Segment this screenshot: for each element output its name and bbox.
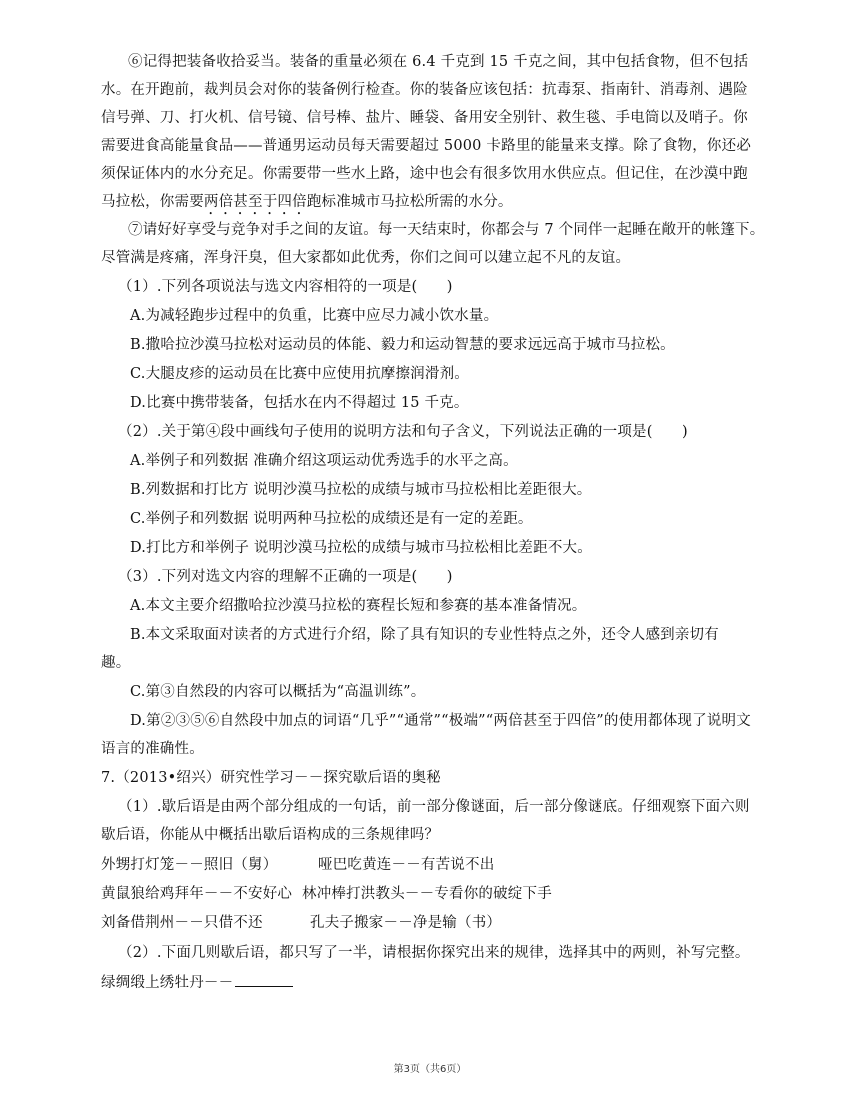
paragraph-6-line-1: ⑥记得把装备收拾妥当。装备的重量必须在 6.4 千克到 15 千克之间，其中包括食物，但不包括 [128, 54, 749, 70]
question-3-option-d-line-1: D.第②③⑤⑥自然段中加点的词语“几乎”“通常”“极端”“两倍甚至于四倍”的使用都体现了说明文 [130, 713, 751, 729]
saying-6: 孔夫子搬家－－净是输（书） [310, 915, 502, 931]
emphasized-phrase: 两倍甚至于四倍 [203, 194, 307, 210]
question-3-stem: （3）.下列对选文内容的理解不正确的一项是( ) [118, 569, 453, 585]
question-7-part-1-line-2: 歇后语，你能从中概括出歇后语构成的三条规律吗？ [101, 827, 440, 843]
fill-in-prompt: 绿绸缎上绣牡丹－－ [101, 975, 234, 991]
question-2-option-a: A.举例子和列数据 准确介绍这项运动优秀选手的水平之高。 [130, 453, 518, 469]
question-3-option-b-line-1: B.本文采取面对读者的方式进行介绍，除了具有知识的专业性特点之外，还令人感到亲切有 [130, 627, 719, 643]
question-2-stem: （2）.关于第④段中画线句子使用的说明方法和句子含义，下列说法正确的一项是( ) [118, 424, 688, 440]
question-1-option-a: A.为减轻跑步过程中的负重，比赛中应尽力减小饮水量。 [130, 308, 499, 324]
question-1-option-b: B.撒哈拉沙漠马拉松对运动员的体能、毅力和运动智慧的要求远远高于城市马拉松。 [130, 337, 675, 353]
question-1-option-d: D.比赛中携带装备，包括水在内不得超过 15 千克。 [130, 395, 469, 411]
saying-5: 刘备借荆州－－只借不还 [101, 915, 263, 931]
question-2-option-d: D.打比方和举例子 说明沙漠马拉松的成绩与城市马拉松相比差距不大。 [130, 540, 592, 556]
paragraph-7-line-1: ⑦请好好享受与竞争对手之间的友谊。每一天结束时，你都会与 7 个同伴一起睡在敞开的帐篷下。 [128, 222, 765, 238]
question-2-option-b: B.列数据和打比方 说明沙漠马拉松的成绩与城市马拉松相比差距很大。 [130, 482, 592, 498]
paragraph-6-line-5: 须保证体内的水分充足。你需要带一些水上路，途中也会有很多饮用水供应点。但记住，在沙漠中跑 [101, 166, 748, 182]
paragraph-6-line-6: 马拉松，你需要两倍甚至于四倍跑标准城市马拉松所需的水分。 [101, 194, 513, 210]
question-7-part-2: （2）.下面几则歇后语，都只写了一半，请根据你探究出来的规律，选择其中的两则，补写完整。 [118, 945, 750, 961]
question-1-stem: （1）.下列各项说法与选文内容相符的一项是( ) [118, 279, 453, 295]
fill-in-line [101, 972, 293, 993]
question-3-option-c: C.第③自然段的内容可以概括为“高温训练”。 [130, 684, 426, 700]
saying-1: 外甥打灯笼－－照旧（舅） [101, 857, 278, 873]
answer-blank[interactable] [235, 972, 293, 987]
paragraph-6-line-4: 需要进食高能量食品——普通男运动员每天需要超过 5000 卡路里的能量来支撑。除了食物，你还必 [101, 138, 752, 154]
paragraph-6-line-3: 信号弹、刀、打火机、信号镜、信号棒、盐片、睡袋、备用安全别针、救生毯、手电筒以及哨子。你 [101, 110, 748, 126]
saying-4: 林冲棒打洪教头－－专看你的破绽下手 [302, 886, 552, 902]
paragraph-6-line-2: 水。在开跑前，裁判员会对你的装备例行检查。你的装备应该包括：抗毒泵、指南针、消毒剂、遇险 [101, 82, 748, 98]
paragraph-7-line-2: 尽管满是疼痛，浑身汗臭，但大家都如此优秀，你们之间可以建立起不凡的友谊。 [101, 250, 631, 266]
page-footer: 第3页（共6页） [393, 1064, 467, 1075]
question-7-heading: 7.（2013•绍兴）研究性学习－－探究歇后语的奥秘 [101, 770, 441, 786]
question-3-option-d-line-2: 语言的准确性。 [101, 741, 204, 757]
question-3-option-b-line-2: 趣。 [101, 655, 131, 671]
question-3-option-a: A.本文主要介绍撒哈拉沙漠马拉松的赛程长短和参赛的基本准备情况。 [130, 598, 587, 614]
saying-3: 黄鼠狼给鸡拜年－－不安好心 [101, 886, 293, 902]
question-1-option-c: C.大腿皮疹的运动员在比赛中应使用抗摩擦润滑剂。 [130, 366, 469, 382]
saying-2: 哑巴吃黄连－－有苦说不出 [318, 857, 495, 873]
question-2-option-c: C.举例子和列数据 说明两种马拉松的成绩还是有一定的差距。 [130, 511, 533, 527]
question-7-part-1-line-1: （1）.歇后语是由两个部分组成的一句话，前一部分像谜面，后一部分像谜底。仔细观察下面六则 [118, 799, 750, 815]
